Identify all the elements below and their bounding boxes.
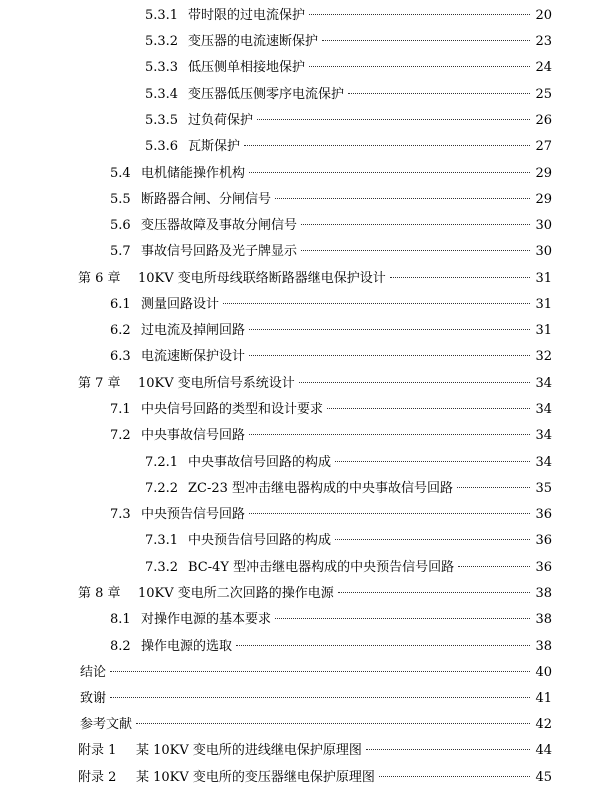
toc-leader-dots [299,382,530,383]
toc-entry-number: 5.5 [110,192,131,207]
toc-entry-page: 31 [535,323,552,338]
toc-entry[interactable] [0,111,599,131]
toc-leader-dots [301,250,530,251]
toc-leader-dots [257,119,530,120]
toc-entry-title: 过电流及掉闸回路 [141,323,246,338]
toc-entry-number: 7.3.1 [145,533,179,548]
toc-entry-number: 7.2.1 [145,455,179,470]
toc-leader-dots [244,145,530,146]
toc-entry-number: 7.2.2 [145,481,179,496]
toc-entry[interactable] [0,741,599,761]
toc-entry-number: 8.1 [110,612,131,627]
toc-leader-dots [110,697,530,698]
toc-leader-dots [338,592,530,593]
toc-leader-dots [335,461,530,462]
toc-entry[interactable] [0,715,599,735]
toc-entry[interactable] [0,137,599,157]
toc-leader-dots [249,513,530,514]
toc-entry-number: 5.3.5 [145,113,179,128]
toc-entry[interactable] [0,505,599,525]
toc-entry-title: 对操作电源的基本要求 [141,612,272,627]
toc-entry-number: 7.2 [110,428,131,443]
toc-leader-dots [136,723,530,724]
toc-entry-page: 38 [535,639,552,654]
toc-entry-page: 34 [535,455,552,470]
toc-entry-title: ZC-23 型冲击继电器构成的中央事故信号回路 [188,481,454,496]
toc-leader-dots [309,14,530,15]
toc-entry[interactable] [0,453,599,473]
toc-entry[interactable] [0,479,599,499]
toc-entry-page: 24 [535,60,552,75]
toc-entry[interactable] [0,400,599,420]
toc-entry-number: 8.2 [110,639,131,654]
toc-leader-dots [275,198,530,199]
toc-entry-page: 45 [535,770,552,785]
toc-entry-title: 参考文献 [80,717,133,732]
toc-entry-title: 中央事故信号回路的构成 [188,455,332,470]
toc-leader-dots [223,303,530,304]
toc-entry-number: 第 8 章 [78,586,121,601]
toc-entry[interactable] [0,32,599,52]
toc-entry-title: 结论 [80,665,107,680]
toc-entry-title: 致谢 [80,691,107,706]
toc-leader-dots [390,277,530,278]
toc-entry-title: 断路器合闸、分闸信号 [141,192,272,207]
toc-entry[interactable] [0,426,599,446]
toc-entry-page: 41 [535,691,552,706]
toc-entry-number: 5.3.6 [145,139,179,154]
toc-entry-number: 第 6 章 [78,271,121,286]
toc-entry-number: 5.3.2 [145,34,179,49]
toc-entry[interactable] [0,610,599,630]
toc-entry-number: 6.2 [110,323,131,338]
toc-entry-page: 36 [535,533,552,548]
toc-entry-page: 35 [535,481,552,496]
toc-entry-title: 中央事故信号回路 [141,428,246,443]
toc-leader-dots [249,329,530,330]
toc-entry-page: 36 [535,560,552,575]
toc-entry-title: 某 10KV 变电所的进线继电保护原理图 [136,743,362,758]
toc-entry-page: 32 [535,349,552,364]
toc-entry[interactable] [0,216,599,236]
toc-entry-page: 34 [535,428,552,443]
toc-entry-title: 10KV 变电所二次回路的操作电源 [138,586,334,601]
toc-entry-page: 34 [535,376,552,391]
toc-leader-dots [275,618,530,619]
toc-entry-number: 6.1 [110,297,131,312]
toc-entry-number: 5.3.4 [145,87,179,102]
toc-entry[interactable] [0,164,599,184]
toc-entry-title: 变压器故障及事故分闸信号 [141,218,298,233]
toc-entry-page: 44 [535,743,552,758]
toc-entry[interactable] [0,269,599,289]
toc-entry-number: 6.3 [110,349,131,364]
toc-entry-number: 5.7 [110,244,131,259]
toc-leader-dots [379,776,530,777]
toc-entry-number: 7.3.2 [145,560,179,575]
toc-entry-number: 7.1 [110,402,131,417]
toc-entry-title: 操作电源的选取 [141,639,233,654]
toc-entry-title: 电流速断保护设计 [141,349,246,364]
toc-leader-dots [301,224,530,225]
toc-entry-page: 29 [535,192,552,207]
toc-entry-number: 附录 2 [78,770,117,785]
toc-entry-title: 电机储能操作机构 [141,166,246,181]
toc-entry-page: 27 [535,139,552,154]
toc-entry-page: 29 [535,166,552,181]
toc-entry-page: 36 [535,507,552,522]
toc-entry-page: 42 [535,717,552,732]
toc-entry[interactable] [0,663,599,683]
toc-entry-title: 中央预告信号回路 [141,507,246,522]
toc-entry-number: 5.3.3 [145,60,179,75]
toc-entry[interactable] [0,689,599,709]
toc-entry[interactable] [0,321,599,341]
toc-entry-title: 中央信号回路的类型和设计要求 [141,402,324,417]
toc-leader-dots [322,40,530,41]
toc-entry[interactable] [0,558,599,578]
toc-entry-title: 低压侧单相接地保护 [188,60,306,75]
toc-leader-dots [335,539,530,540]
toc-leader-dots [249,355,530,356]
toc-entry-title: 过负荷保护 [188,113,254,128]
toc-entry[interactable] [0,347,599,367]
toc-entry-page: 38 [535,612,552,627]
toc-entry[interactable] [0,637,599,657]
toc-entry-title: 事故信号回路及光子牌显示 [141,244,298,259]
toc-entry-page: 31 [535,297,552,312]
toc-leader-dots [366,749,530,750]
toc-entry-title: 带时限的过电流保护 [188,8,306,23]
toc-entry-title: 中央预告信号回路的构成 [188,533,332,548]
toc-entry-number: 附录 1 [78,743,117,758]
toc-leader-dots [458,566,530,567]
toc-entry[interactable] [0,6,599,26]
toc-entry-page: 20 [535,8,552,23]
toc-entry-title: 变压器的电流速断保护 [188,34,319,49]
toc-entry-page: 23 [535,34,552,49]
toc-entry-title: 变压器低压侧零序电流保护 [188,87,345,102]
toc-entry-number: 5.3.1 [145,8,179,23]
toc-entry-page: 26 [535,113,552,128]
toc-leader-dots [236,645,530,646]
toc-entry-number: 5.6 [110,218,131,233]
toc-entry-page: 30 [535,244,552,259]
toc-entry[interactable] [0,584,599,604]
toc-entry-title: 某 10KV 变电所的变压器继电保护原理图 [136,770,375,785]
toc-leader-dots [249,172,530,173]
toc-leader-dots [309,66,530,67]
toc-entry-page: 40 [535,665,552,680]
toc-entry[interactable] [0,85,599,105]
toc-leader-dots [457,487,530,488]
toc-leader-dots [249,434,530,435]
toc-entry[interactable] [0,58,599,78]
toc-entry[interactable] [0,374,599,394]
toc-entry[interactable] [0,242,599,262]
toc-entry-page: 30 [535,218,552,233]
toc-leader-dots [110,671,530,672]
toc-leader-dots [327,408,530,409]
toc-entry-page: 38 [535,586,552,601]
toc-entry-number: 第 7 章 [78,376,121,391]
toc-entry-title: 测量回路设计 [141,297,220,312]
toc-entry-title: 10KV 变电所信号系统设计 [138,376,295,391]
toc-entry-number: 5.4 [110,166,131,181]
toc-entry-title: 10KV 变电所母线联络断路器继电保护设计 [138,271,386,286]
toc-entry-page: 31 [535,271,552,286]
toc-entry-title: 瓦斯保护 [188,139,241,154]
toc-entry[interactable] [0,531,599,551]
toc-entry-number: 7.3 [110,507,131,522]
toc-entry-page: 34 [535,402,552,417]
toc-entry[interactable] [0,768,599,788]
toc-entry-title: BC-4Y 型冲击继电器构成的中央预告信号回路 [188,560,455,575]
toc-leader-dots [348,93,530,94]
toc-entry[interactable] [0,295,599,315]
toc-entry[interactable] [0,190,599,210]
toc-entry-page: 25 [535,87,552,102]
